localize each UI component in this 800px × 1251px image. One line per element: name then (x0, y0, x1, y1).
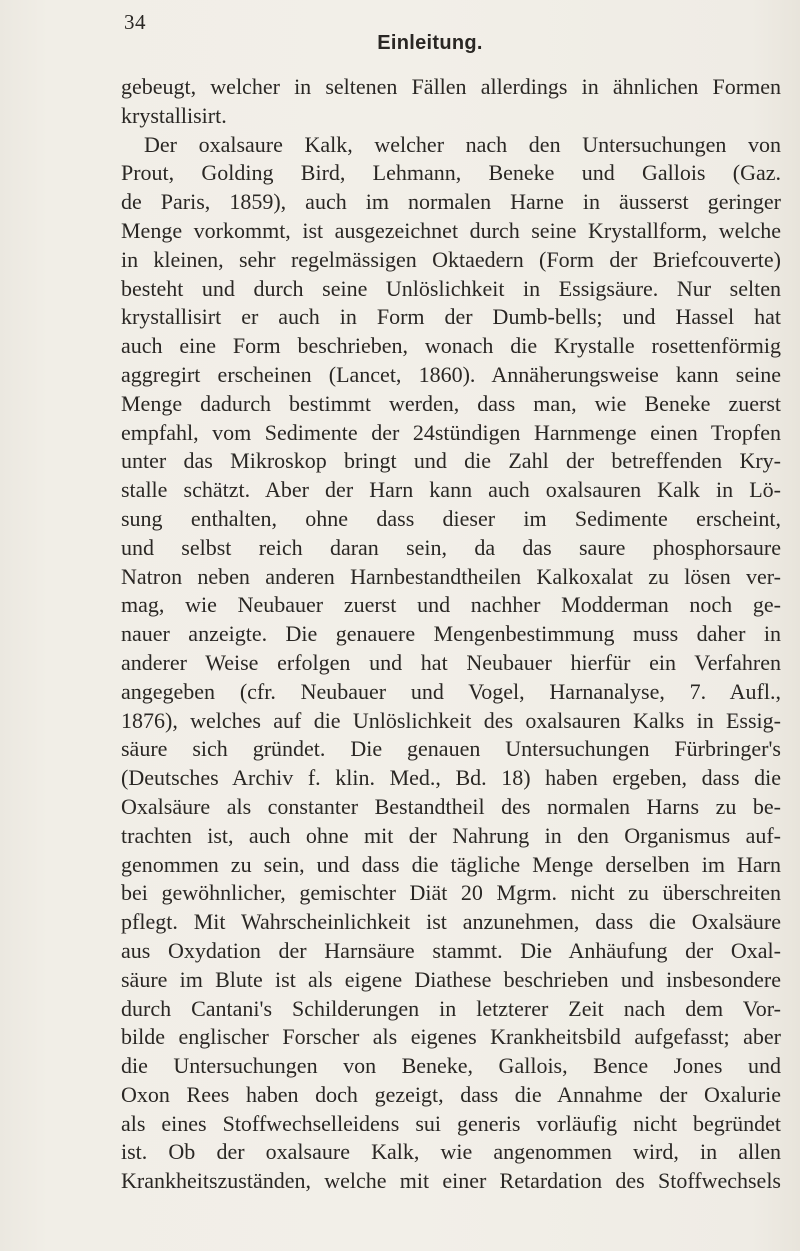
text-line: Natron neben anderen Harnbestandtheilen Kalkoxalat zu lösen ver- (121, 563, 781, 589)
text-line: Prout, Golding Bird, Lehmann, Beneke und Gallois (Gaz. (121, 160, 781, 186)
text-line: aggregirt erscheinen (Lancet, 1860). Annäherungsweise kann seine (121, 361, 781, 387)
text-line: 1876), welches auf die Unlöslichkeit des oxalsauren Kalks in Essig- (121, 707, 781, 733)
text-line: sung enthalten, ohne dass dieser im Sedimente erscheint, (121, 505, 781, 531)
text-line: Menge vorkommt, ist ausgezeichnet durch seine Krystallform, welche (121, 217, 781, 243)
text-line: und selbst reich daran sein, da das saure phosphorsaure (121, 534, 781, 560)
text-line: bilde englischer Forscher als eigenes Krankheitsbild aufgefasst; aber (121, 1024, 781, 1050)
text-line: ist. Ob der oxalsaure Kalk, wie angenommen wird, in allen (121, 1139, 781, 1165)
text-line: de Paris, 1859), auch im normalen Harne in äusserst geringer (121, 189, 781, 215)
text-line: Krankheitszuständen, welche mit einer Retardation des Stoffwechsels (121, 1168, 781, 1194)
text-line: besteht und durch seine Unlöslichkeit in Essigsäure. Nur selten (121, 275, 781, 301)
text-line: Oxon Rees haben doch gezeigt, dass die Annahme der Oxalurie (121, 1081, 781, 1107)
text-line: in kleinen, sehr regelmässigen Oktaedern (Form der Briefcouverte) (121, 246, 781, 272)
text-line: säure sich gründet. Die genauen Untersuchungen Fürbringer's (121, 736, 781, 762)
text-line: Oxalsäure als constanter Bestandtheil des normalen Harns zu be- (121, 793, 781, 819)
page-number: 34 (124, 10, 146, 34)
text-line: gebeugt, welcher in seltenen Fällen allerdings in ähnlichen Formen (121, 74, 781, 99)
text-line: unter das Mikroskop bringt und die Zahl der betreffenden Kry- (121, 448, 781, 474)
text-line: stalle schätzt. Aber der Harn kann auch oxalsauren Kalk in Lö- (121, 477, 781, 503)
text-line: angegeben (cfr. Neubauer und Vogel, Harnanalyse, 7. Aufl., (121, 678, 781, 704)
running-head: Einleitung. (377, 32, 483, 54)
text-line: Menge dadurch bestimmt werden, dass man, wie Beneke zuerst (121, 390, 781, 416)
text-line: krystallisirt. (121, 102, 227, 128)
text-line: pflegt. Mit Wahrscheinlichkeit ist anzunehmen, dass die Oxalsäure (121, 909, 781, 935)
text-line: empfahl, vom Sedimente der 24stündigen Harnmenge einen Tropfen (121, 419, 781, 445)
text-line: (Deutsches Archiv f. klin. Med., Bd. 18) haben ergeben, dass die (121, 765, 781, 791)
text-line: trachten ist, auch ohne mit der Nahrung in den Organismus auf- (121, 822, 781, 848)
text-line: durch Cantani's Schilderungen in letzterer Zeit nach dem Vor- (121, 995, 781, 1021)
text-line: bei gewöhnlicher, gemischter Diät 20 Mgrm. nicht zu überschreiten (121, 880, 781, 906)
text-line: die Untersuchungen von Beneke, Gallois, Bence Jones und (121, 1053, 781, 1079)
text-line: krystallisirt er auch in Form der Dumb-bells; und Hassel hat (121, 304, 781, 330)
text-line: auch eine Form beschrieben, wonach die Krystalle rosettenförmig (121, 333, 781, 359)
text-line: mag, wie Neubauer zuerst und nachher Modderman noch ge- (121, 592, 781, 618)
text-line: aus Oxydation der Harnsäure stammt. Die Anhäufung der Oxal- (121, 937, 781, 963)
text-line: säure im Blute ist als eigene Diathese beschrieben und insbesondere (121, 966, 781, 992)
text-line: anderer Weise erfolgen und hat Neubauer hierfür ein Verfahren (121, 649, 781, 675)
text-line: als eines Stoffwechselleidens sui generis vorläufig nicht begründet (121, 1110, 781, 1136)
text-line: nauer anzeigte. Die genauere Mengenbestimmung muss daher in (121, 621, 781, 647)
text-line: genommen zu sein, und dass die tägliche Menge derselben im Harn (121, 851, 781, 877)
text-line: Der oxalsaure Kalk, welcher nach den Untersuchungen von (144, 131, 781, 157)
body-text (121, 73, 781, 1196)
